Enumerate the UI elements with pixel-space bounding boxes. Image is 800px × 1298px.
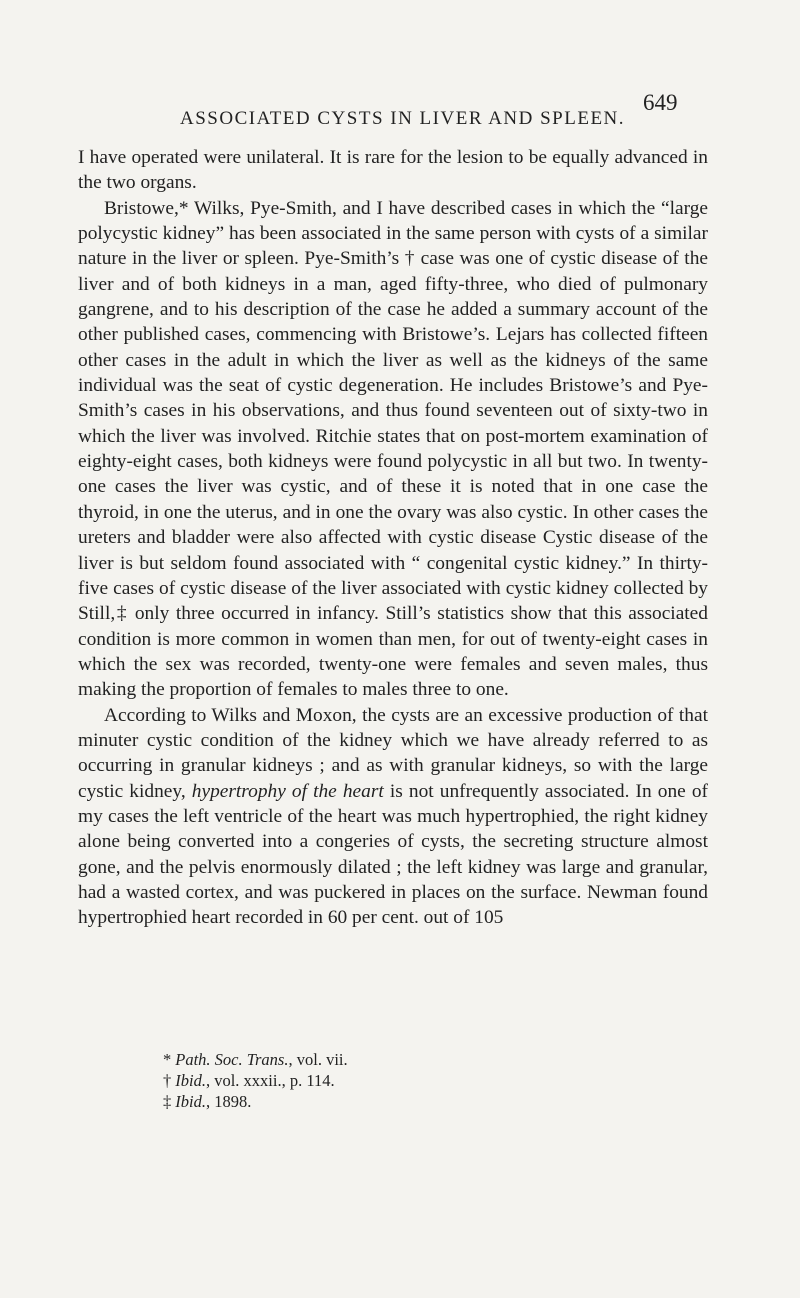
footnote bbox=[78, 1049, 708, 1070]
footnote-detail: , vol. xxxii., p. 114. bbox=[205, 1071, 335, 1090]
italic-term: hypertrophy of the heart bbox=[191, 780, 384, 802]
footnote-source: Ibid. bbox=[175, 1092, 206, 1111]
body-text bbox=[78, 145, 708, 931]
footnote-mark: † bbox=[163, 1071, 172, 1090]
footnote-source: Ibid. bbox=[175, 1071, 206, 1090]
footnotes bbox=[78, 1049, 708, 1112]
footnote-source: Path. Soc. Trans. bbox=[175, 1050, 289, 1069]
paragraph-text: According to Wilks and Moxon, the cysts are an excessive production of that minuter cystic condition of the kidney which we have already referred to as occurring in granular kidneys ; and as with granular kidneys, so with the large cystic kidney, bbox=[78, 704, 708, 802]
footnote-mark: ‡ bbox=[163, 1092, 172, 1111]
footnote-mark: * bbox=[163, 1050, 172, 1069]
footnote bbox=[78, 1070, 708, 1091]
footnote-detail: , 1898. bbox=[205, 1092, 252, 1111]
running-title: ASSOCIATED CYSTS IN LIVER AND SPLEEN. bbox=[180, 108, 626, 129]
paragraph: Bristowe,* Wilks, Pye-Smith, and I have described cases in which the “large polycystic kidney” has been associated in the same person with cysts of a similar nature in the liver or spleen. Pye-Smith’s † case was one of cystic disease of the liver and of both kidneys in a man, aged fifty-three, who died of pulmonary gangrene, and to his description of the case he added a summary account of the other published cases, commencing with Bristowe’s. Lejars has collected fifteen other cases in the adult in which the liver as well as the kidneys of the same individual was the seat of cystic degeneration. He includes Bristowe’s and Pye-Smith’s cases in his observations, and thus found seventeen out of sixty-two in which the liver was involved. Ritchie states that on post-mortem examination of eighty-eight cases, both kidneys were found polycystic in all but two. In twenty-one cases the liver was cystic, and of these it is noted that in one case the thyroid, in one the uterus, and in one the ovary was also cystic. In other cases the ureters and bladder were also affected with cystic disease Cystic disease of the liver is but seldom found associated with “ congenital cystic kidney.” In thirty-five cases of cystic disease of the liver associated with cystic kidney collected by Still,‡ only three occurred in infancy. Still’s statistics show that this associated condition is more common in women than men, for out of twenty-eight cases in which the sex was recorded, twenty-one were females and seven males, thus making the proportion of females to males three to one. bbox=[78, 197, 708, 701]
paragraph bbox=[78, 703, 708, 931]
footnote-detail: , vol. vii. bbox=[288, 1050, 348, 1069]
footnote bbox=[78, 1091, 708, 1112]
page-number: 649 bbox=[643, 90, 678, 115]
page-header bbox=[0, 90, 800, 130]
paragraph-text: is not unfrequently associated. In one of my cases the left ventricle of the heart was much hypertrophied, the right kidney alone being converted into a congeries of cysts, the secreting structure almost gone, and the pelvis enormously dilated ; the left kidney was large and granular, had a wasted cortex, and was puckered in places on the surface. Newman found hypertrophied heart recorded in 60 per cent. out of 105 bbox=[78, 780, 708, 929]
paragraph: I have operated were unilateral. It is rare for the lesion to be equally advanced in the two organs. bbox=[78, 147, 708, 194]
